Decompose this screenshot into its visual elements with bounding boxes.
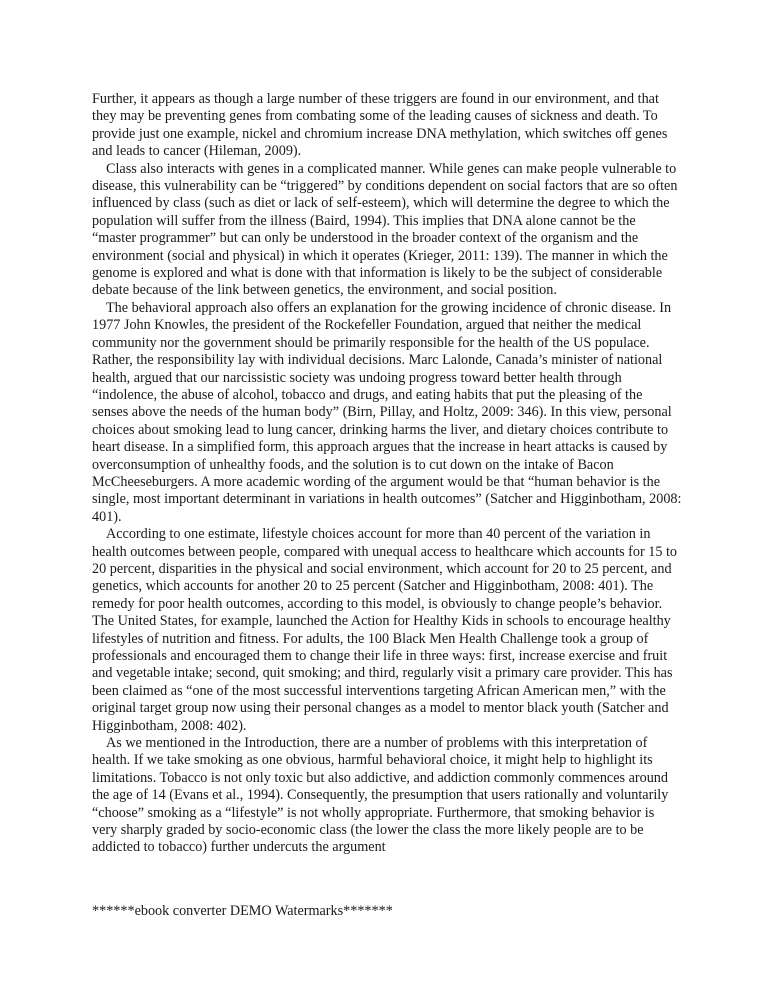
paragraph: The behavioral approach also offers an explanation for the growing incidence of chronic disease. In 1977 John Knowles, the president of the Rockefeller Foundation, argued that neither the medical community nor the government should be primarily responsible for the health of the US populace. Rather, the responsibility lay with individual decisions. Marc Lalonde, Canada’s minister of national health, argued that our narcissistic society was undoing progress toward better health through “indolence, the abuse of alcohol, tobacco and drugs, and eating habits that put the pleasing of the senses above the needs of the human body” (Birn, Pillay, and Holtz, 2009: 346). In this view, personal choices about smoking lead to lung cancer, drinking harms the liver, and dietary choices contribute to heart disease. In a simplified form, this approach argues that the increase in heart attacks is caused by overconsumption of unhealthy foods, and the solution is to cut down on the intake of Bacon McCheeseburgers. A more academic wording of the argument would be that “human behavior is the single, most important determinant in variations in health outcomes” (Satcher and Higginbotham, 2008: 401).	[92, 299, 682, 525]
paragraph: As we mentioned in the Introduction, there are a number of problems with this interpretation of health. If we take smoking as one obvious, harmful behavioral choice, it might help to highlight its limitations. Tobacco is not only toxic but also addictive, and addiction commonly commences around the age of 14 (Evans et al., 1994). Consequently, the presumption that users rationally and voluntarily “choose” smoking as a “lifestyle” is not wholly appropriate. Furthermore, that smoking behavior is very sharply graded by socio-economic class (the lower the class the more likely people are to be addicted to tobacco) further undercuts the argument	[92, 735, 669, 856]
watermark-text: ******ebook converter DEMO Watermarks*******	[92, 903, 393, 919]
document-body	[92, 91, 682, 857]
paragraph: Class also interacts with genes in a complicated manner. While genes can make people vulnerable to disease, this vulnerability can be “triggered” by conditions dependent on social factors that are so often influenced by class (such as diet or lack of self-esteem), which will determine the degree to which the population will suffer from the illness (Baird, 1994). This implies that DNA alone cannot be the “master programmer” but can only be understood in the broader context of the organism and the environment (social and physical) in which it operates (Krieger, 2011: 139). The manner in which the genome is explored and what is done with that information is likely to be the subject of considerable debate because of the link between genetics, the environment, and social position.	[92, 160, 678, 299]
paragraph: Further, it appears as though a large number of these triggers are found in our environment, and that they may be preventing genes from combating some of the leading causes of sickness and death. To provide just one example, nickel and chromium increase DNA methylation, which switches off genes and leads to cancer (Hileman, 2009).	[92, 91, 668, 160]
paragraph: According to one estimate, lifestyle choices account for more than 40 percent of the variation in health outcomes between people, compared with unequal access to healthcare which accounts for 15 to 20 percent, disparities in the physical and social environment, which account for 20 to 25 percent, and genetics, which accounts for another 20 to 25 percent (Satcher and Higginbotham, 2008: 401). The remedy for poor health outcomes, according to this model, is obviously to change people’s behavior. The United States, for example, launched the Action for Healthy Kids in schools to encourage healthy lifestyles of nutrition and fitness. For adults, the 100 Black Men Health Challenge took a group of professionals and encouraged them to change their life in three ways: first, increase exercise and fruit and vegetable intake; second, quit smoking; and third, regularly visit a primary care provider. This has been claimed as “one of the most successful interventions targeting African American men,” with the original target group now using their personal changes as a model to mentor black youth (Satcher and Higginbotham, 2008: 402).	[92, 526, 678, 734]
